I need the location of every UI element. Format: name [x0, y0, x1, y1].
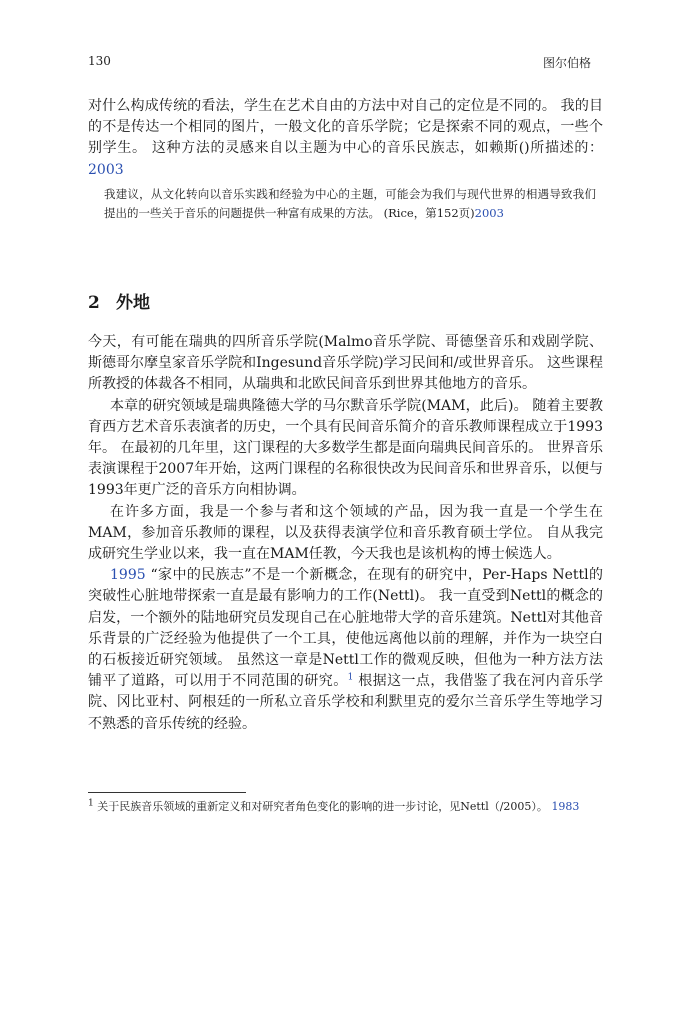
- intro-paragraph: [88, 96, 603, 181]
- footnote-citation-link[interactable]: 1983: [551, 800, 580, 813]
- section-heading: [88, 288, 150, 313]
- citation-link-2003[interactable]: 2003: [88, 161, 124, 178]
- intro-text: 对什么构成传统的看法，学生在艺术自由的方法中对自己的定位是不同的。 我的目的不是传达一个相同的图片，一般文化的音乐学院；它是探索不同的观点，一些个别学生。 这种方法的灵感来自以主题为中心的音乐民族志，如赖斯()所描述的：: [88, 98, 603, 157]
- page-number: 130: [88, 54, 111, 68]
- paragraph-3: 在许多方面，我是一个参与者和这个领域的产品，因为我一直是一个学生在MAM，参加音乐教师的课程，以及获得表演学位和音乐教育硕士学位。 自从我完成研究生学业以来，我一直在MAM任教，今天我也是该机构的博士候选人。: [88, 503, 603, 563]
- running-header-author: 图尔伯格: [542, 56, 591, 70]
- paragraph-4-text-a: “家中的民族志”不是一个新概念，在现有的研究中，Per-Haps Nettl的突破性心脏地带探索一直是最有影响力的工作(Nettl)。 我一直受到Nettl的概念的启发，一个额外的陆地研究员发现自己在心脏地带大学的音乐建筑。Nettl对其他音乐背景的广泛经验为他提供了一个工具，使他远离他以前的理解，并作为一块空白的石板接近研究领域。 虽然这一章是Nettl工作的微观反映，但他为一种方法方法铺平了道路，可以用于不同范围的研究。: [88, 567, 604, 690]
- footnote: [88, 798, 603, 816]
- paragraph-4: [88, 565, 603, 735]
- citation-link-1995[interactable]: 1995: [110, 567, 146, 584]
- footnote-divider: [88, 792, 246, 793]
- footnote-marker: 1: [88, 798, 94, 809]
- paragraph-1: 今天，有可能在瑞典的四所音乐学院(Malmo音乐学院、哥德堡音乐和戏剧学院、斯德哥尔摩皇家音乐学院和Ingesund音乐学院)学习民间和/或世界音乐。 这些课程所教授的体裁各不相同，从瑞典和北欧民间音乐到世界其他地方的音乐。: [88, 334, 603, 393]
- section-body: [88, 332, 603, 735]
- block-quote: [104, 185, 596, 222]
- footnote-text: 关于民族音乐领域的重新定义和对研究者角色变化的影响的进一步讨论，见Nettl（/2005）。: [97, 800, 548, 813]
- quote-text: 我建议，从文化转向以音乐实践和经验为中心的主题，可能会为我们与现代世界的相遇导致我们提出的一些关于音乐的问题提供一种富有成果的方法。 (Rice，第152页): [104, 187, 596, 220]
- footnote-reference[interactable]: 1: [347, 672, 354, 683]
- intro-block: [88, 96, 603, 181]
- paragraph-4-text-b: 根据这一点，我借鉴了我在河内音乐学院、冈比亚村、阿根廷的一所私立音乐学校和利默里克的爱尔兰音乐学生等地学习不熟悉的音乐传统的经验。: [88, 673, 604, 732]
- paragraph-2: 本章的研究领域是瑞典隆德大学的马尔默音乐学院(MAM，此后)。 随着主要教育西方艺术音乐表演者的历史，一个具有民间音乐简介的音乐教师课程成立于1993年。 在最初的几年里，这门课程的大多数学生都是面向瑞典民间音乐的。 世界音乐表演课程于2007年开始，这两门课程的名称很快改为民间音乐和世界音乐，以便与1993年更广泛的音乐方向相协调。: [88, 397, 603, 499]
- quote-citation-link[interactable]: 2003: [474, 205, 504, 220]
- section-number: 2: [88, 293, 100, 313]
- section-title: 外地: [116, 293, 150, 313]
